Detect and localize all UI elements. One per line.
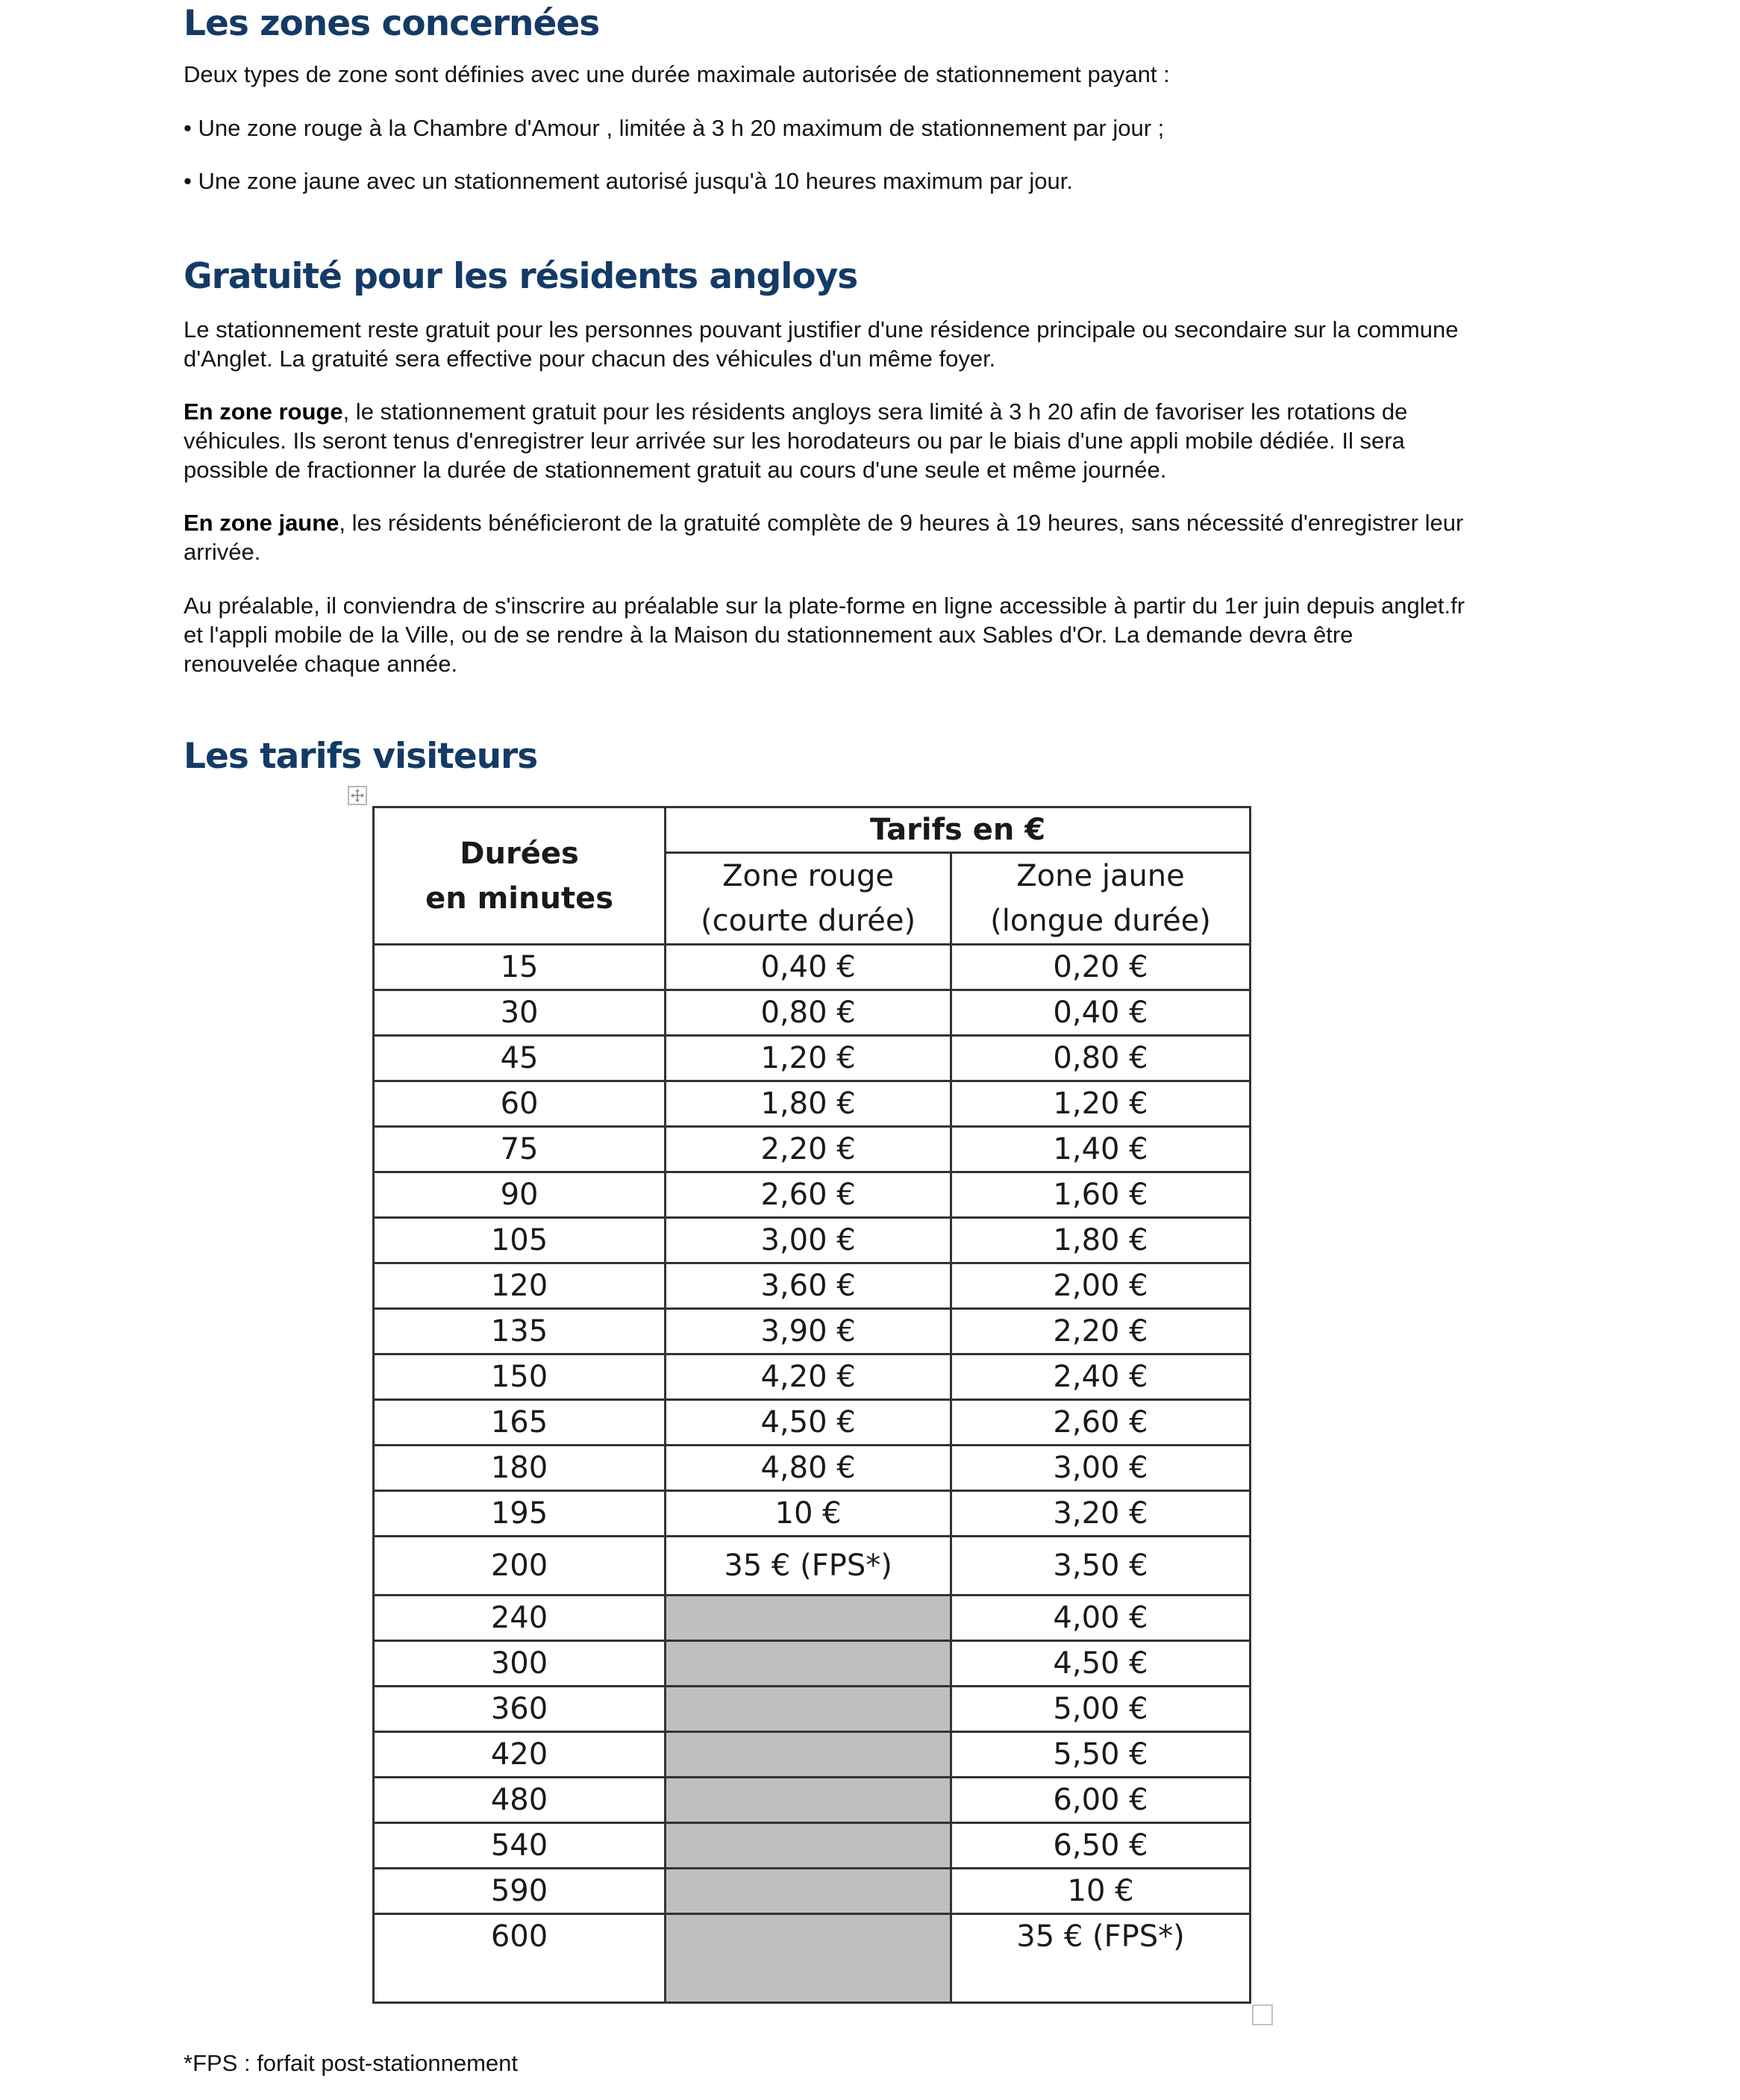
table-row [374,1309,1251,1354]
cell-zone-jaune: 2,40 € [951,1354,1251,1400]
header-zone-jaune-line1: Zone jaune [1016,859,1185,893]
cell-duree: 180 [374,1446,666,1491]
header-zone-jaune [951,853,1251,945]
cell-zone-rouge: 2,20 € [666,1127,951,1172]
table-row [374,1081,1251,1127]
gratuite-paragraph-2 [184,397,1467,484]
cell-duree: 90 [374,1172,666,1218]
cell-duree: 600 [374,1914,666,2003]
table-row [374,1446,1251,1491]
cell-zone-rouge: 2,60 € [666,1172,951,1218]
table-row [374,1641,1251,1687]
cell-zone-rouge: 4,20 € [666,1354,951,1400]
cell-zone-jaune: 2,60 € [951,1400,1251,1446]
cell-zone-jaune: 0,20 € [951,945,1251,990]
cell-duree: 45 [374,1036,666,1081]
zone-jaune-item: • Une zone jaune avec un stationnement autorisé jusqu'à 10 heures maximum par jour. [184,168,1074,194]
cell-duree: 150 [374,1354,666,1400]
header-zone-jaune-line2: (longue durée) [990,904,1211,938]
cell-duree: 60 [374,1081,666,1127]
cell-zone-jaune: 4,00 € [951,1596,1251,1641]
zones-intro: Deux types de zone sont définies avec une durée maximale autorisée de stationnement payant : [184,61,1170,87]
cell-zone-jaune: 10 € [951,1869,1251,1914]
table-row [374,1687,1251,1732]
tarifs-table [372,806,1251,2004]
cell-zone-rouge: 35 € (FPS*) [666,1537,951,1596]
header-duree [374,807,666,945]
cell-zone-jaune: 35 € (FPS*) [951,1914,1251,2003]
cell-zone-rouge: 1,80 € [666,1081,951,1127]
header-zone-rouge-line1: Zone rouge [722,859,895,893]
cell-zone-jaune: 2,20 € [951,1309,1251,1354]
heading-tarifs: Les tarifs visiteurs [184,736,538,777]
gratuite-paragraph-3 [184,508,1467,566]
table-row [374,1914,1251,2003]
heading-gratuite: Gratuité pour les résidents angloys [184,256,858,297]
cell-duree: 75 [374,1127,666,1172]
table-row [374,1778,1251,1823]
table-row [374,1869,1251,1914]
cell-zone-rouge [666,1596,951,1641]
footnote: *FPS : forfait post-stationnement [184,2050,518,2076]
cell-zone-rouge: 3,90 € [666,1309,951,1354]
table-row [374,990,1251,1036]
cell-zone-jaune: 5,50 € [951,1732,1251,1778]
cell-zone-jaune: 3,00 € [951,1446,1251,1491]
gratuite-paragraph-1: Le stationnement reste gratuit pour les personnes pouvant justifier d'une résidence principale ou secondaire sur la commune d'Anglet. La gratuité sera effective pour chacun des véhicules d'un même foyer. [184,316,1459,372]
cell-zone-rouge [666,1823,951,1869]
cell-zone-rouge [666,1687,951,1732]
table-row [374,1127,1251,1172]
header-zone-rouge-line2: (courte durée) [701,904,916,938]
cell-zone-jaune: 1,80 € [951,1218,1251,1263]
cell-zone-rouge: 3,00 € [666,1218,951,1263]
cell-zone-rouge [666,1869,951,1914]
cell-duree: 15 [374,945,666,990]
cell-zone-rouge: 0,80 € [666,990,951,1036]
move-arrows-icon[interactable] [348,786,367,805]
cell-zone-rouge: 0,40 € [666,945,951,990]
cell-duree: 105 [374,1218,666,1263]
table-row [374,1491,1251,1537]
header-zone-rouge [666,853,951,945]
table-row [374,1036,1251,1081]
cell-zone-jaune: 0,40 € [951,990,1251,1036]
cell-zone-rouge [666,1641,951,1687]
cell-duree: 240 [374,1596,666,1641]
cell-zone-jaune: 3,20 € [951,1491,1251,1537]
cell-duree: 30 [374,990,666,1036]
cell-duree: 120 [374,1263,666,1309]
header-tarifs: Tarifs en € [666,807,1251,853]
cell-zone-jaune: 3,50 € [951,1537,1251,1596]
gratuite-paragraph-4: Au préalable, il conviendra de s'inscrire au préalable sur la plate-forme en ligne accessible à partir du 1er juin depuis anglet.fr et l'appli mobile de la Ville, ou de se rendre à la Maison du stationnement aux Sables d'Or. La demande devra être renouvelée chaque année. [184,593,1465,677]
cell-zone-rouge: 3,60 € [666,1263,951,1309]
cell-zone-rouge: 4,80 € [666,1446,951,1491]
zone-rouge-item: • Une zone rouge à la Chambre d'Amour , limitée à 3 h 20 maximum de stationnement par jour ; [184,115,1165,141]
gratuite-zone-jaune-label: En zone jaune [184,510,339,536]
cell-zone-rouge: 4,50 € [666,1400,951,1446]
cell-zone-jaune: 4,50 € [951,1641,1251,1687]
header-duree-line2: en minutes [425,881,614,916]
cell-duree: 195 [374,1491,666,1537]
cell-duree: 200 [374,1537,666,1596]
heading-zones: Les zones concernées [184,3,600,44]
cell-zone-rouge: 10 € [666,1491,951,1537]
cell-zone-jaune: 6,00 € [951,1778,1251,1823]
cell-duree: 300 [374,1641,666,1687]
cell-duree: 135 [374,1309,666,1354]
table-row [374,1263,1251,1309]
cell-duree: 540 [374,1823,666,1869]
gratuite-zone-jaune-text: , les résidents bénéficieront de la gratuité complète de 9 heures à 19 heures, sans nécessité d'enregistrer leur arrivée. [184,510,1464,565]
header-duree-line1: Durées [460,836,579,871]
cell-zone-rouge [666,1778,951,1823]
tarifs-table-body [374,945,1251,2003]
cell-zone-jaune: 1,60 € [951,1172,1251,1218]
table-row [374,1732,1251,1778]
resize-handle-icon[interactable] [1252,2004,1273,2025]
cell-duree: 420 [374,1732,666,1778]
table-row [374,1400,1251,1446]
cell-duree: 165 [374,1400,666,1446]
cell-zone-jaune: 1,20 € [951,1081,1251,1127]
table-row [374,1218,1251,1263]
cell-zone-rouge [666,1732,951,1778]
cell-duree: 480 [374,1778,666,1823]
gratuite-zone-rouge-text: , le stationnement gratuit pour les résidents angloys sera limité à 3 h 20 afin de favoriser les rotations de véhicules. Ils seront tenus d'enregistrer leur arrivée sur les horodateurs ou par le biais d'une appli mobile dédiée. Il sera possible de fractionner la durée de stationnement gratuit au cours d'une seule et même journée. [184,399,1408,483]
cell-duree: 360 [374,1687,666,1732]
table-row [374,1823,1251,1869]
table-row [374,1537,1251,1596]
cell-zone-jaune: 0,80 € [951,1036,1251,1081]
cell-zone-rouge [666,1914,951,2003]
table-row [374,1354,1251,1400]
table-row [374,1596,1251,1641]
table-row [374,1172,1251,1218]
cell-duree: 590 [374,1869,666,1914]
cell-zone-rouge: 1,20 € [666,1036,951,1081]
cell-zone-jaune: 2,00 € [951,1263,1251,1309]
table-row [374,945,1251,990]
cell-zone-jaune: 5,00 € [951,1687,1251,1732]
cell-zone-jaune: 1,40 € [951,1127,1251,1172]
gratuite-zone-rouge-label: En zone rouge [184,399,343,425]
cell-zone-jaune: 6,50 € [951,1823,1251,1869]
